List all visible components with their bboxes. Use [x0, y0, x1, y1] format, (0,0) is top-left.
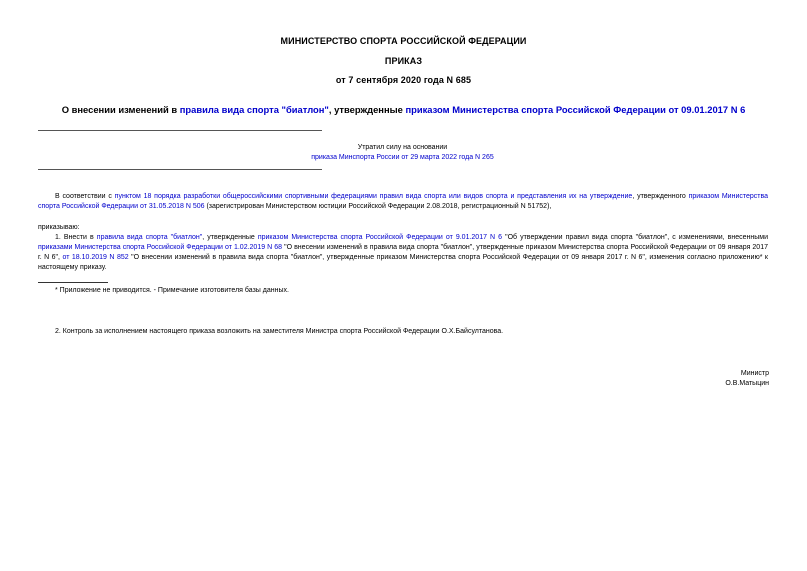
document-title [0, 104, 807, 115]
ministry-heading: МИНИСТЕРСТВО СПОРТА РОССИЙСКОЙ ФЕДЕРАЦИИ [280, 36, 527, 46]
divider-bottom [38, 169, 322, 170]
item-2-paragraph: 2. Контроль за исполнением настоящего приказа возложить на заместителя Министра спорта Российской Федерации О.Х.Байсултанова. [55, 328, 504, 335]
preamble-link-order[interactable]: приказом Министерства спорта Российской Федерации от 31.05.2018 N 506 [38, 193, 769, 210]
item-1-paragraph [38, 233, 768, 273]
title-middle: , утвержденные [328, 104, 406, 115]
item1-text-2: , утвержденные [202, 234, 258, 241]
item1-link-order-68[interactable]: приказами Министерства спорта Российской Федерации от 1.02.2019 N 68 [38, 244, 283, 251]
item1-link-order-6[interactable]: приказом Министерства спорта Российской Федерации от 9.01.2017 N 6 [257, 234, 503, 241]
date-number: от 7 сентября 2020 года N 685 [335, 75, 472, 85]
preamble-text-2: , утвержденного [632, 193, 689, 200]
title-link-order[interactable]: приказом Министерства спорта Российской Федерации от 09.01.2017 N 6 [405, 104, 746, 115]
divider-top [38, 130, 322, 131]
status-line1: Утратил силу на основании [357, 144, 448, 151]
item1-link-rules[interactable]: правила вида спорта "биатлон" [96, 234, 203, 241]
item1-text-5: "О внесении изменений в правила вида спорта "биатлон", утвержденные приказом Министерства спорта Российской Федерации от 09 января 2017 г. N 6", изменения согласно приложению* к настоящему приказу. [38, 254, 768, 271]
signature-position: Министр [740, 370, 769, 377]
status-link[interactable]: приказа Минспорта России от 29 марта 2022 года N 265 [311, 154, 494, 161]
footnote-rule [38, 282, 108, 283]
order-word: приказываю: [38, 224, 80, 231]
item1-text-1: 1. Внести в [55, 234, 97, 241]
item1-text-3: "Об утверждении правил вида спорта "биатлон", с изменениями, внесенными [502, 234, 769, 241]
doc-type-heading: ПРИКАЗ [384, 56, 423, 66]
preamble-text-3: (зарегистрирован Министерством юстиции Российской Федерации 2.08.2018, регистрационный N 51752), [204, 203, 552, 210]
footnote: * Приложение не приводится. - Примечание изготовителя базы данных. [55, 287, 289, 294]
title-link-rules[interactable]: правила вида спорта "биатлон" [179, 104, 329, 115]
preamble-text-1: В соответствии с [55, 193, 115, 200]
item1-text-4: "О внесении изменений в правила вида спорта "биатлон", утвержденные приказом Министерства спорта Российской Федерации от 09 января 2017 г. N 6", [38, 244, 768, 261]
signature-name: О.В.Матыцин [725, 380, 769, 387]
preamble-link-procedure[interactable]: пунктом 18 порядка разработки общероссийскими спортивными федерациями правил вида спорта или видов спорта и представления их на утверждение [114, 193, 633, 200]
item1-link-order-852[interactable]: от 18.10.2019 N 852 [62, 254, 129, 261]
title-prefix: О внесении изменений в [61, 104, 180, 115]
preamble-paragraph [38, 192, 768, 212]
